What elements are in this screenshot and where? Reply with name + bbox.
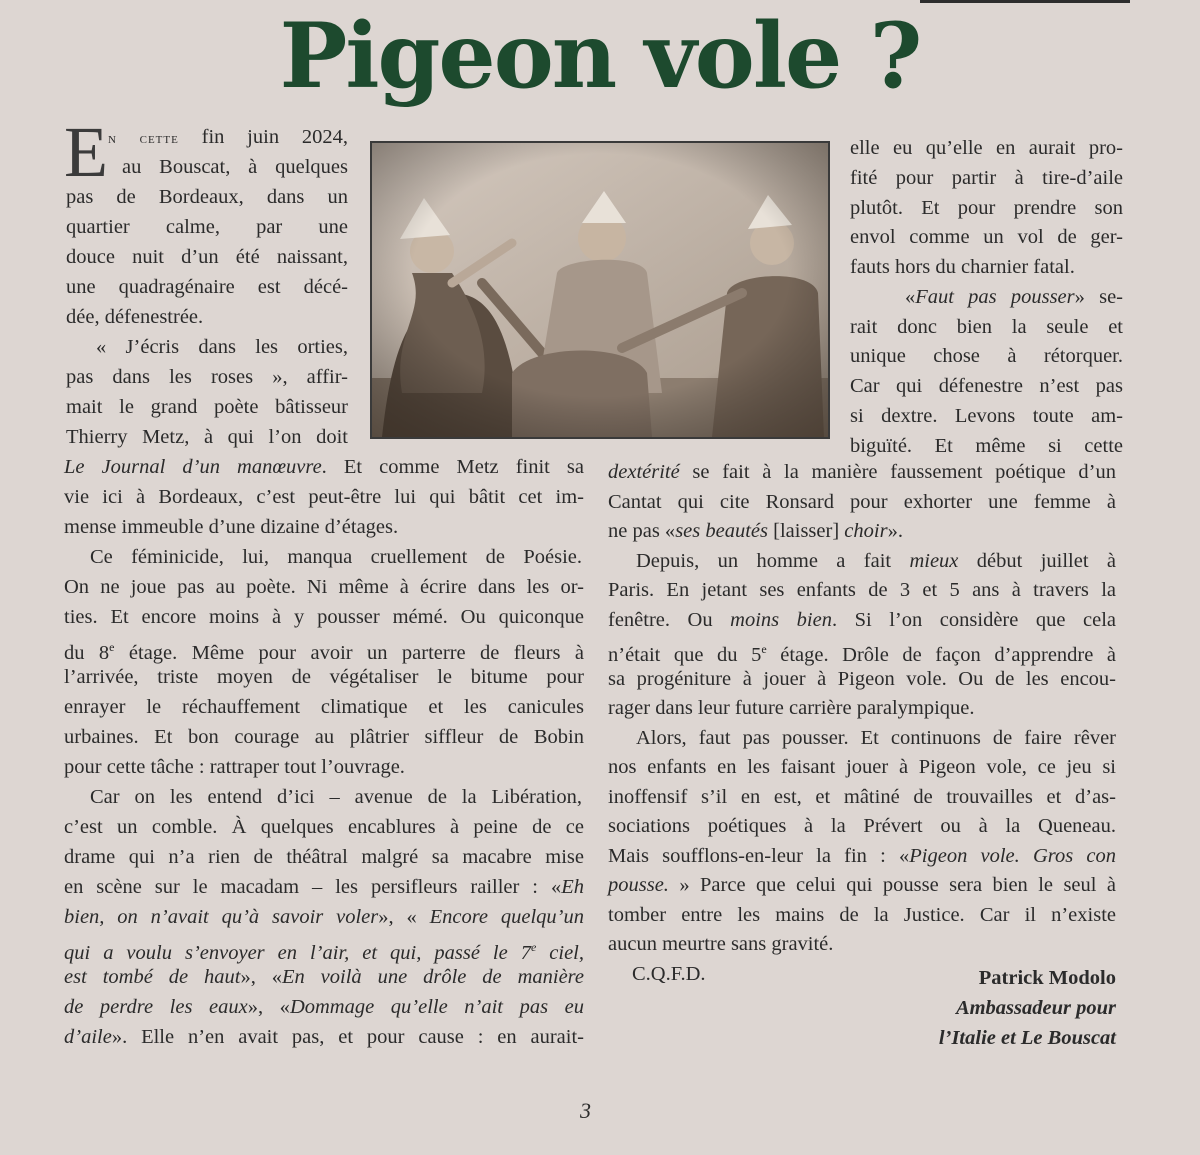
text-line: ne pas «ses beautés [laisser] choir».	[608, 520, 903, 542]
text-line: Depuis, un homme a fait mieux début juillet à	[636, 549, 1116, 572]
text-line: est tombé de haut», «En voilà une drôle de manière	[64, 966, 584, 988]
text-line: d’aile». Elle n’en avait pas, et pour cause : en aurait-	[64, 1026, 584, 1048]
text-line: Thierry Metz, à qui l’on doit	[66, 426, 348, 448]
text-line: mait le grand poète bâtisseur	[66, 396, 348, 418]
text-line: rager dans leur future carrière paralympique.	[608, 697, 975, 719]
text-line: envol comme un vol de ger-	[850, 226, 1123, 248]
text-line: pas dans les roses », affir-	[66, 366, 348, 388]
text-line: inoffensif s’il en est, et mâtiné de trouvailles et d’as-	[608, 785, 1116, 808]
text-line: rait donc bien la seule et	[850, 316, 1123, 338]
text-line: Cantat qui cite Ronsard pour exhorter une femme à	[608, 490, 1116, 513]
text-line: urbaines. Et bon courage au plâtrier siffleur de Bobin	[64, 726, 584, 748]
text-line: n cette fin juin 2024,	[108, 126, 348, 148]
text-line: tomber entre les mains de la Justice. Car il n’existe	[608, 903, 1116, 926]
text-line: « J’écris dans les orties,	[96, 336, 348, 358]
text-line: unique chose à rétorquer.	[850, 345, 1123, 367]
text-line: quartier calme, par une	[66, 216, 348, 238]
text-line: pas de Bordeaux, dans un	[66, 186, 348, 208]
text-line: dée, défenestrée.	[66, 306, 204, 328]
article-title: Pigeon vole ?	[279, 3, 921, 109]
text-line: Mais soufflons-en-leur la fin : «Pigeon vole. Gros con	[608, 844, 1116, 867]
text-line: au Bouscat, à quelques	[122, 156, 348, 178]
text-line: si dextre. Levons toute am-	[850, 405, 1123, 427]
text-line: enrayer le réchauffement climatique et les canicules	[64, 696, 584, 718]
text-line: pousse. » Parce que celui qui pousse sera bien le seul à	[608, 874, 1116, 896]
text-line: douce nuit d’un été naissant,	[66, 246, 348, 268]
text-line: en scène sur le macadam – les persifleurs railler : «Eh	[64, 876, 584, 898]
text-line: Le Journal d’un manœuvre. Et comme Metz finit sa	[64, 456, 584, 478]
text-line: Ce féminicide, lui, manqua cruellement de Poésie.	[90, 546, 582, 568]
text-line: fauts hors du charnier fatal.	[850, 256, 1075, 278]
text-line: du 8e étage. Même pour avoir un parterre de fleurs à	[64, 640, 584, 664]
three-women-photo-illustration	[372, 143, 828, 437]
text-line: On ne joue pas au poète. Ni même à écrire dans les or-	[64, 576, 584, 598]
text-line: Alors, faut pas pousser. Et continuons de faire rêver	[636, 726, 1116, 749]
text-line: C.Q.F.D.	[632, 962, 706, 985]
text-line: bien, on n’avait qu’à savoir voler», « Encore quelqu’un	[64, 906, 584, 928]
text-line: plutôt. Et pour prendre son	[850, 197, 1123, 219]
top-rule	[920, 0, 1130, 3]
text-line: «Faut pas pousser» se-	[905, 286, 1123, 308]
author-name: Patrick Modolo	[978, 967, 1116, 989]
text-line: sociations poétiques à la Prévert ou à la Queneau.	[608, 815, 1116, 837]
text-line: une quadragénaire est décé-	[66, 276, 348, 298]
text-line: Car qui défenestre n’est pas	[850, 375, 1123, 397]
text-line: mense immeuble d’une dizaine d’étages.	[64, 516, 399, 538]
text-line: sa progéniture à jouer à Pigeon vole. Ou de les encou-	[608, 667, 1116, 690]
text-line: vie ici à Bordeaux, c’est peut-être lui qui bâtit cet im-	[64, 486, 584, 508]
author-role-line2: l’Italie et Le Bouscat	[938, 1027, 1116, 1049]
text-line: elle eu qu’elle en aurait pro-	[850, 137, 1123, 159]
text-line: de perdre les eaux», «Dommage qu’elle n’ait pas eu	[64, 996, 585, 1018]
text-line: fité pour partir à tire-d’aile	[850, 167, 1123, 189]
text-line: c’est un comble. À quelques encablures à peine de ce	[64, 816, 584, 838]
author-role-line1: Ambassadeur pour	[955, 997, 1116, 1019]
text-line: Car on les entend d’ici – avenue de la Libération,	[90, 786, 582, 808]
text-line: drame qui n’a rien de théâtral malgré sa macabre mise	[64, 846, 584, 868]
text-line: nos enfants en les faisant jouer à Pigeon vole, ce jeu si	[608, 756, 1116, 778]
drop-cap: E	[64, 112, 108, 192]
text-line: Paris. En jetant ses enfants de 3 et 5 ans à travers la	[608, 579, 1116, 601]
text-line: aucun meurtre sans gravité.	[608, 933, 834, 955]
text-line: fenêtre. Ou moins bien. Si l’on considère que cela	[608, 608, 1116, 631]
vintage-photo	[370, 141, 830, 439]
text-line: dextérité se fait à la manière faussement poétique d’un	[608, 461, 1116, 483]
text-line: l’arrivée, triste moyen de végétaliser le bitume pour	[64, 666, 584, 688]
page-number: 3	[580, 1098, 591, 1123]
text-line: ties. Et encore moins à y pousser mémé. Ou quiconque	[64, 606, 584, 628]
text-line: qui a voulu s’envoyer en l’air, et qui, passé le 7e ciel,	[64, 940, 585, 964]
text-line: biguïté. Et même si cette	[850, 435, 1123, 457]
text-line: pour cette tâche : rattraper tout l’ouvrage.	[64, 756, 405, 778]
text-line: n’était que du 5e étage. Drôle de façon d’apprendre à	[608, 642, 1116, 666]
